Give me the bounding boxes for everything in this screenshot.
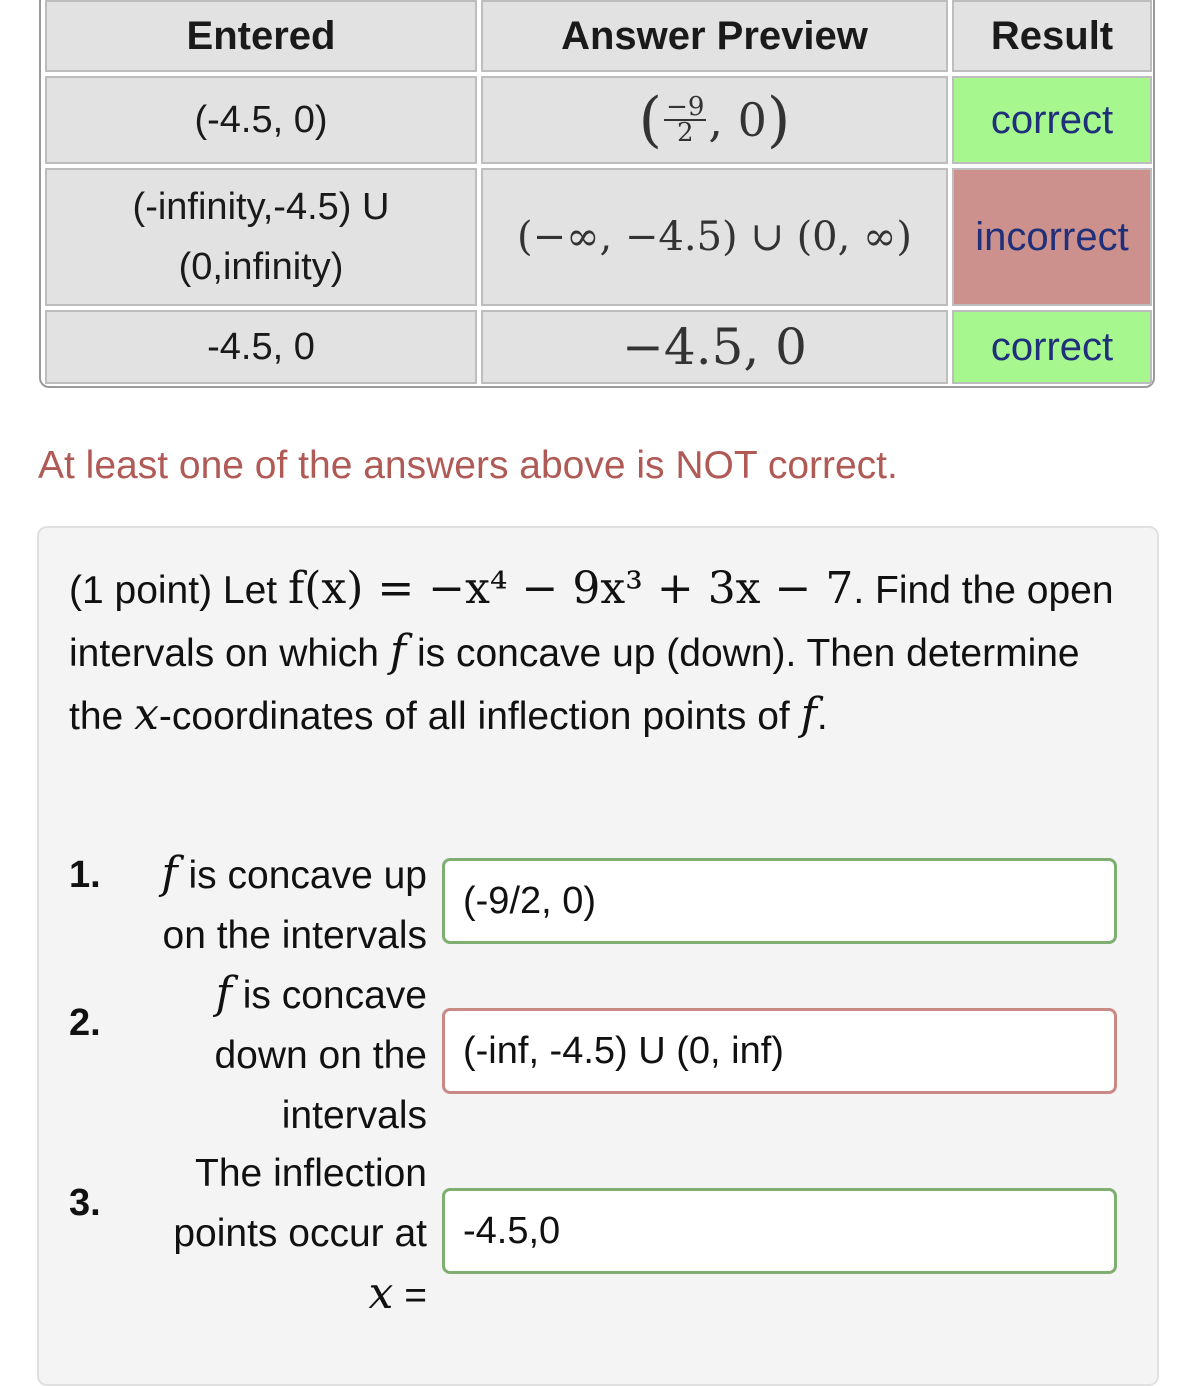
question-2-label: [214, 964, 427, 1146]
preview-close-paren: ): [766, 85, 791, 155]
result-cell-2: incorrect: [952, 168, 1152, 306]
answer-input-1[interactable]: [442, 858, 1117, 944]
incorrect-answers-message: At least one of the answers above is NOT correct.: [38, 444, 898, 487]
preview-cell-1: [481, 76, 948, 164]
entered-cell-2: [45, 168, 477, 306]
entered-cell-3: [45, 310, 477, 384]
problem-text-2: is concave up (down). Then determine the: [69, 632, 1080, 738]
entered-cell-1: [45, 76, 477, 164]
fraction-numerator: −9: [666, 92, 705, 122]
header-entered: Entered: [45, 0, 477, 72]
preview-tail: , 0: [708, 93, 767, 147]
header-result: Result: [952, 0, 1152, 72]
question-2-number: 2.: [69, 1002, 101, 1044]
q3-label-line2: points occur at: [173, 1212, 427, 1255]
entered-value-2-line1: (-infinity,-4.5) U: [132, 186, 390, 228]
problem-points: (1 point) Let: [69, 569, 278, 612]
results-table: [39, 0, 1155, 388]
question-3-number: 3.: [69, 1182, 101, 1224]
result-cell-1: correct: [952, 76, 1152, 164]
preview-cell-3: −4.5, 0: [481, 310, 948, 384]
entered-value-2-line2: (0,infinity): [178, 246, 344, 288]
q2-label-line3: intervals: [281, 1094, 427, 1137]
preview-cell-2: (−∞, −4.5) ∪ (0, ∞): [481, 168, 948, 306]
entered-value-1: (-4.5, 0): [194, 99, 328, 141]
preview-open-paren: (: [638, 85, 663, 155]
q1-label-line2: on the intervals: [162, 914, 427, 957]
question-3-label: [173, 1144, 427, 1326]
problem-text-3: -coordinates of all inflection points of: [158, 695, 790, 738]
entered-value-3: -4.5, 0: [207, 326, 315, 368]
q3-x-symbol: x: [368, 1268, 394, 1319]
x-symbol: x: [134, 689, 159, 740]
f-symbol: f: [389, 626, 407, 677]
q2-f-symbol: f: [215, 968, 232, 1019]
question-1-label: [161, 844, 427, 966]
header-answer-preview: Answer Preview: [481, 0, 948, 72]
preview-fraction: [664, 92, 706, 148]
problem-text-1: . Find the open intervals on which: [69, 569, 1114, 675]
problem-period: .: [816, 695, 828, 738]
question-1-number: 1.: [69, 854, 101, 896]
q1-f-symbol: f: [161, 848, 178, 899]
answer-input-3[interactable]: [442, 1188, 1117, 1274]
problem-statement: [69, 558, 1139, 747]
answer-input-2[interactable]: [442, 1008, 1117, 1094]
q3-label-line1: The inflection: [195, 1152, 427, 1195]
q2-label-line2: down on the: [214, 1034, 427, 1077]
q1-label-line1: is concave up: [188, 854, 427, 897]
q2-label-line1: is concave: [242, 974, 427, 1017]
q3-equals: =: [404, 1274, 427, 1317]
problem-box: [37, 526, 1159, 1386]
f-symbol-end: f: [800, 689, 817, 740]
result-cell-3: correct: [952, 310, 1152, 384]
fraction-denominator: 2: [676, 118, 694, 148]
problem-formula: f(x) = −x⁴ − 9x³ + 3x − 7: [287, 563, 854, 614]
